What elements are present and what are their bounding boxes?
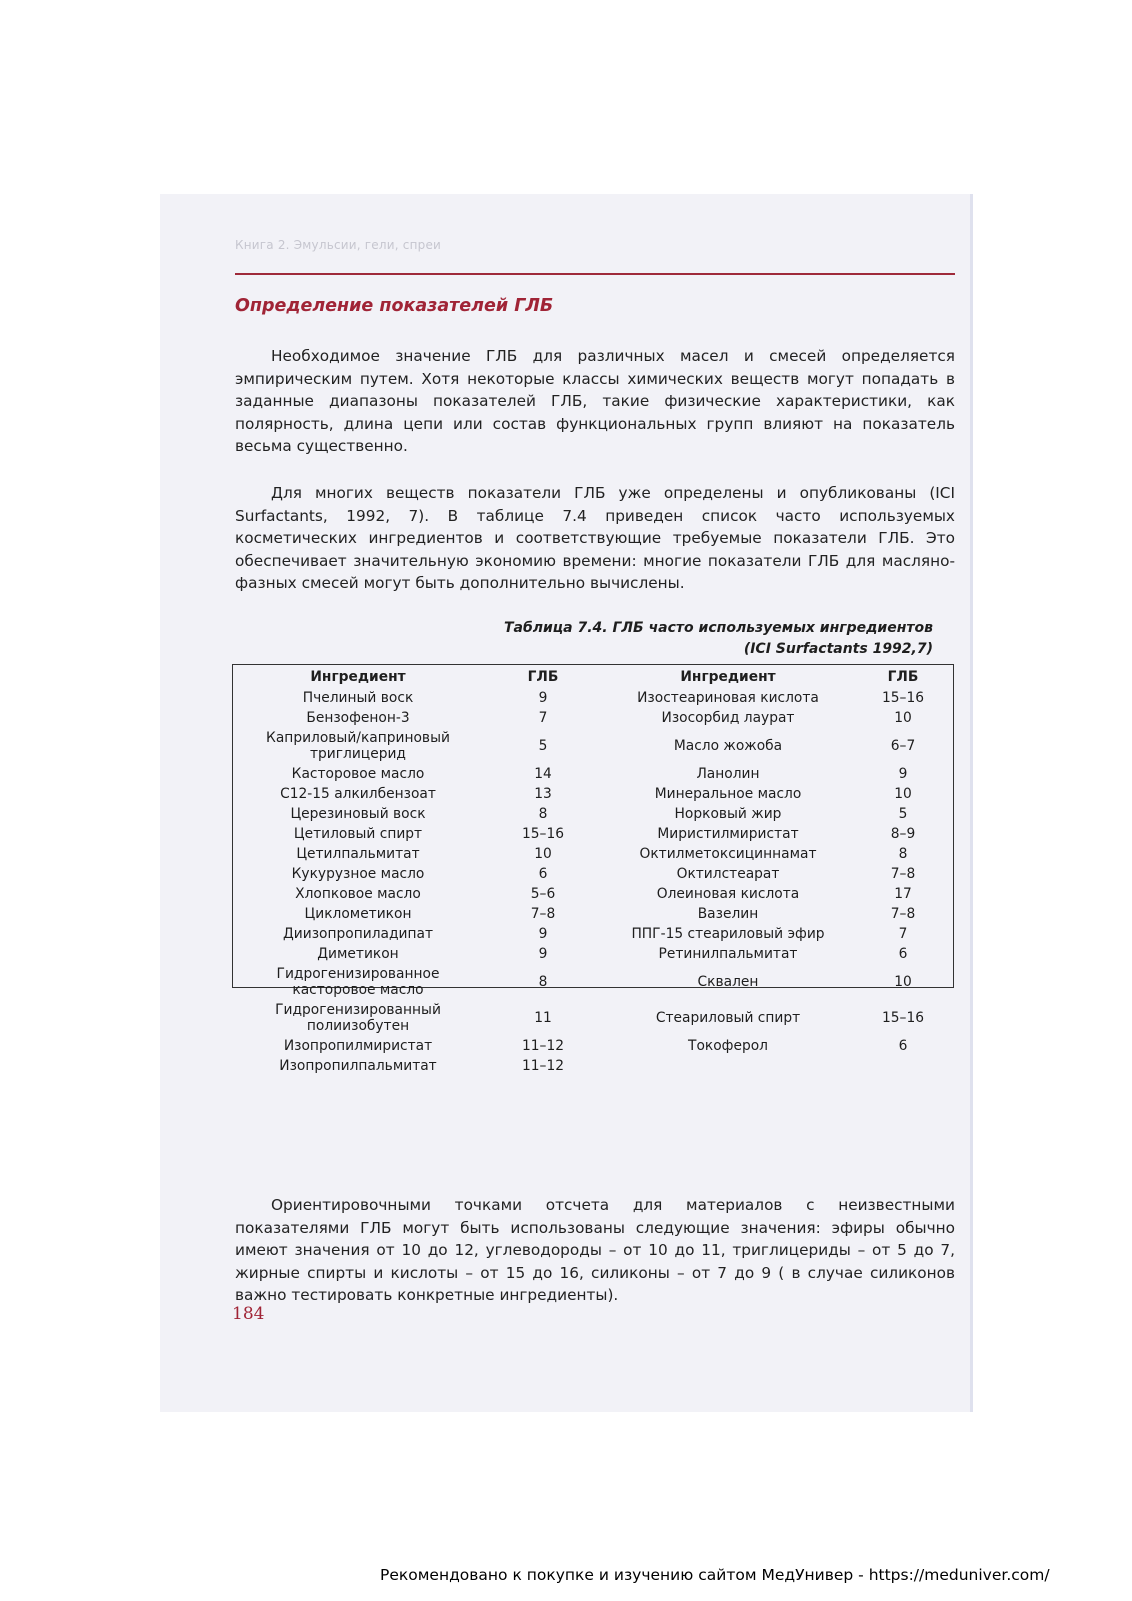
hlb-right: 6 — [898, 946, 908, 962]
ingredient-right: Миристилмиристат — [657, 826, 799, 842]
hlb-left: 6 — [538, 866, 548, 882]
hlb-right: 7–8 — [890, 906, 916, 922]
hlb-left: 15–16 — [521, 826, 564, 842]
ingredient-left: Бензофенон-3 — [306, 710, 410, 726]
ingredient-left: Кукурузное масло — [291, 866, 425, 882]
hlb-left: 11–12 — [521, 1058, 564, 1074]
ingredient-left: Церезиновый воск — [290, 806, 426, 822]
ingredient-right: Изостеариновая кислота — [637, 690, 819, 706]
hlb-right: 15–16 — [881, 690, 924, 706]
ingredient-right: ППГ-15 стеариловый эфир — [631, 926, 825, 942]
paragraph-2: Для многих веществ показатели ГЛБ уже определены и опубликованы (ICI Surfactants, 1992, 7). В таблице 7.4 приведен список часто используемых косметических ингредиентов и соответствующие требуемые показатели ГЛБ. Это обеспечивает значительную экономию времени: многие показатели ГЛБ для масляно-фазных смесей могут быть дополнительно вычислены. — [235, 484, 955, 593]
ingredient-right: Норковый жир — [674, 806, 782, 822]
hlb-right: 9 — [898, 766, 908, 782]
hlb-left: 11 — [534, 1010, 552, 1026]
table-row — [233, 904, 953, 924]
paragraph-1: Необходимое значение ГЛБ для различных масел и смесей определяется эмпирическим путем. Хотя некоторые классы химических веществ могут попадать в заданные диапазоны показателей ГЛБ, такие физические характеристики, как полярность, длина цепи или состав функциональных групп влияют на показатель весьма существенно. — [235, 347, 955, 456]
running-head: Книга 2. Эмульсии, гели, спреи — [235, 238, 442, 252]
ingredient-left: Пчелиный воск — [302, 690, 414, 706]
hlb-right: 15–16 — [881, 1010, 924, 1026]
ingredient-right: Масло жожоба — [673, 738, 783, 754]
hlb-right: 10 — [894, 974, 912, 990]
table-row — [233, 864, 953, 884]
hlb-left: 9 — [538, 946, 548, 962]
table-row — [233, 688, 953, 708]
header-ingredient-left: Ингредиент — [310, 668, 406, 685]
ingredient-right: Минеральное масло — [654, 786, 802, 802]
hlb-left: 5–6 — [530, 886, 556, 902]
table-row — [233, 944, 953, 964]
hlb-right: 7–8 — [890, 866, 916, 882]
header-rule — [235, 273, 955, 275]
ingredient-left: Цетилпальмитат — [296, 846, 420, 862]
hlb-left: 13 — [534, 786, 552, 802]
ingredient-right: Изосорбид лаурат — [661, 710, 795, 726]
ingredient-left: Касторовое масло — [291, 766, 425, 782]
ingredient-right: Олеиновая кислота — [656, 886, 800, 902]
hlb-right: 7 — [898, 926, 908, 942]
hlb-left: 8 — [538, 806, 548, 822]
ingredient-left: Каприловый/каприновый триглицерид — [266, 730, 450, 762]
ingredient-right: Вазелин — [697, 906, 759, 922]
table-row — [233, 784, 953, 804]
ingredient-left: Диизопропиладипат — [283, 926, 433, 942]
table-row — [233, 884, 953, 904]
hlb-left: 9 — [538, 690, 548, 706]
footer-recommendation: Рекомендовано к покупке и изучению сайтом МедУнивер - https://meduniver.com/ — [380, 1566, 1050, 1584]
ingredient-right: Сквален — [697, 974, 759, 990]
ingredient-left: Циклометикон — [304, 906, 412, 922]
table-row — [233, 764, 953, 784]
header-hlb-right: ГЛБ — [887, 668, 919, 685]
page-number: 184 — [232, 1304, 265, 1324]
ingredient-left: Хлопковое масло — [295, 886, 421, 902]
ingredient-left: Гидрогенизированное касторовое масло — [276, 966, 440, 998]
ingredient-left: Изопропилмиристат — [283, 1038, 433, 1054]
table-row — [233, 728, 953, 764]
table-row — [233, 708, 953, 728]
ingredient-right: Октилметоксициннамат — [639, 846, 817, 862]
ingredient-left: Изопропилпальмитат — [279, 1058, 437, 1074]
ingredient-right: Стеариловый спирт — [655, 1010, 801, 1026]
table-row — [233, 964, 953, 1000]
hlb-right: 17 — [894, 886, 912, 902]
table-row — [233, 1036, 953, 1056]
hlb-right: 10 — [894, 710, 912, 726]
table-row — [233, 924, 953, 944]
hlb-left: 7 — [538, 710, 548, 726]
hlb-right: 8 — [898, 846, 908, 862]
table-header-row — [233, 665, 953, 688]
section-title: Определение показателей ГЛБ — [235, 296, 554, 316]
table-row — [233, 824, 953, 844]
hlb-left: 14 — [534, 766, 552, 782]
ingredient-right — [603, 1056, 853, 1076]
hlb-right — [853, 1056, 953, 1076]
table-caption-source: (ICI Surfactants 1992,7) — [743, 641, 933, 657]
hlb-left: 8 — [538, 974, 548, 990]
hlb-right: 6 — [898, 1038, 908, 1054]
table-row — [233, 1056, 953, 1076]
hlb-left: 9 — [538, 926, 548, 942]
ingredient-left: Гидрогенизированный полиизобутен — [275, 1002, 441, 1034]
ingredient-left: Диметикон — [317, 946, 399, 962]
ingredient-left: C12-15 алкилбензоат — [280, 786, 436, 802]
table-row — [233, 804, 953, 824]
hlb-right: 5 — [898, 806, 908, 822]
ingredient-right: Ланолин — [696, 766, 760, 782]
header-hlb-left: ГЛБ — [527, 668, 559, 685]
ingredient-right: Токоферол — [688, 1038, 768, 1054]
hlb-table — [233, 665, 953, 1076]
hlb-left: 11–12 — [521, 1038, 564, 1054]
table-row — [233, 1000, 953, 1036]
ingredient-left: Цетиловый спирт — [293, 826, 423, 842]
ingredient-right: Октилстеарат — [676, 866, 780, 882]
table-caption-title: Таблица 7.4. ГЛБ часто используемых ингредиентов — [503, 620, 933, 636]
hlb-right: 10 — [894, 786, 912, 802]
hlb-left: 5 — [538, 738, 548, 754]
hlb-right: 6–7 — [890, 738, 916, 754]
ingredient-right: Ретинилпальмитат — [658, 946, 798, 962]
book-page — [160, 194, 973, 1412]
paragraph-3: Ориентировочными точками отсчета для материалов с неизвестными показателями ГЛБ могут быть использованы следующие значения: эфиры обычно имеют значения от 10 до 12, углеводороды – от 10 до 11, триглицериды – от 5 до 7, жирные спирты и кислоты – от 15 до 16, силиконы – от 7 до 9 ( в случае силиконов важно тестировать конкретные ингредиенты). — [235, 1196, 955, 1305]
table-row — [233, 844, 953, 864]
header-ingredient-right: Ингредиент — [680, 668, 776, 685]
hlb-left: 10 — [534, 846, 552, 862]
hlb-right: 8–9 — [890, 826, 916, 842]
hlb-left: 7–8 — [530, 906, 556, 922]
table-caption — [504, 618, 933, 660]
hlb-table-frame — [232, 664, 954, 1074]
